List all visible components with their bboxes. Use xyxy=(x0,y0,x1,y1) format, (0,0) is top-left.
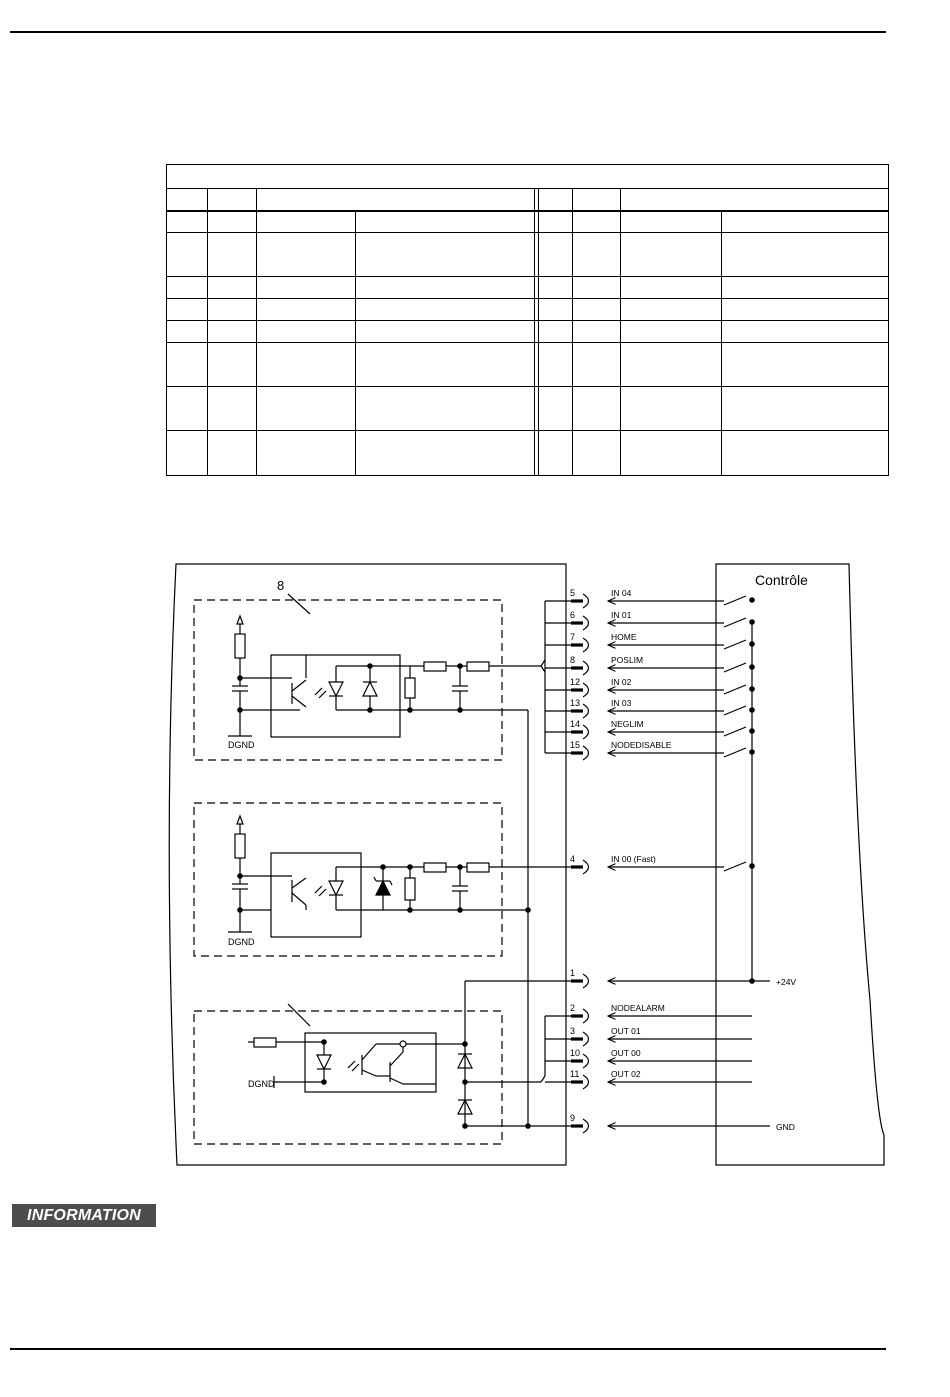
pin-number: 15 xyxy=(570,740,581,750)
pin-number: 4 xyxy=(570,854,576,864)
pin-number: 9 xyxy=(570,1113,576,1123)
pin-row xyxy=(545,610,755,630)
pin-row xyxy=(545,588,755,608)
group-label: 8 xyxy=(277,578,285,593)
junction-dots xyxy=(237,663,755,1129)
signal-label: IN 03 xyxy=(611,698,632,708)
signal-label: IN 02 xyxy=(611,677,632,687)
dgnd-label: DGND xyxy=(228,740,255,750)
pin-row xyxy=(570,854,755,874)
pin-number: 12 xyxy=(570,677,581,687)
pin-row xyxy=(545,740,755,760)
pin-number: 2 xyxy=(570,1003,576,1013)
pin-number: 11 xyxy=(570,1069,580,1079)
signal-label: HOME xyxy=(611,632,637,642)
controller-signal-label: GND xyxy=(776,1122,795,1132)
pin-row xyxy=(545,719,755,739)
pin-number: 6 xyxy=(570,610,576,620)
signal-label: OUT 00 xyxy=(611,1048,641,1058)
pin-number: 1 xyxy=(570,968,576,978)
dgnd-label: DGND xyxy=(248,1079,275,1089)
fast-input-circuit xyxy=(228,816,571,947)
footer-rule xyxy=(10,1348,886,1350)
collector-node xyxy=(400,1041,406,1047)
signal-label: NEGLIM xyxy=(611,719,644,729)
pin-row xyxy=(545,632,755,652)
signal-label: OUT 02 xyxy=(611,1069,641,1079)
controller-signal-label: +24V xyxy=(776,977,797,987)
pin-row xyxy=(570,968,796,988)
pin-number: 10 xyxy=(570,1048,581,1058)
group-pointer xyxy=(288,594,310,614)
pin-row xyxy=(545,1003,752,1023)
pin-number: 7 xyxy=(570,632,576,642)
signal-label: IN 01 xyxy=(611,610,632,620)
pin-row xyxy=(545,677,755,697)
pin-row xyxy=(570,1113,795,1133)
pin-row xyxy=(545,698,755,718)
pin-number: 5 xyxy=(570,588,576,598)
signal-label: OUT 01 xyxy=(611,1026,641,1036)
signal-label: NODEALARM xyxy=(611,1003,665,1013)
pin-number: 3 xyxy=(570,1026,576,1036)
drive-outline xyxy=(169,564,566,1165)
signal-label: IN 04 xyxy=(611,588,632,598)
controller-label: Contrôle xyxy=(755,572,808,588)
output-group-box xyxy=(194,1011,502,1144)
pin-row xyxy=(545,1026,752,1046)
pin-row xyxy=(545,1048,752,1068)
signal-label: POSLIM xyxy=(611,655,644,665)
output-group-pointer xyxy=(288,1004,310,1026)
pin-number: 8 xyxy=(570,655,576,665)
information-badge: INFORMATION xyxy=(12,1204,156,1227)
output-circuit xyxy=(248,981,571,1126)
pin-row xyxy=(545,1069,752,1089)
signal-label: IN 00 (Fast) xyxy=(611,854,656,864)
output-bus-link xyxy=(541,1076,545,1082)
pin-number: 13 xyxy=(570,698,581,708)
dgnd-label: DGND xyxy=(228,937,255,947)
pin-number: 14 xyxy=(570,719,581,729)
pin-row xyxy=(545,655,755,675)
signal-label: NODEDISABLE xyxy=(611,740,672,750)
input-circuit xyxy=(228,616,541,1126)
